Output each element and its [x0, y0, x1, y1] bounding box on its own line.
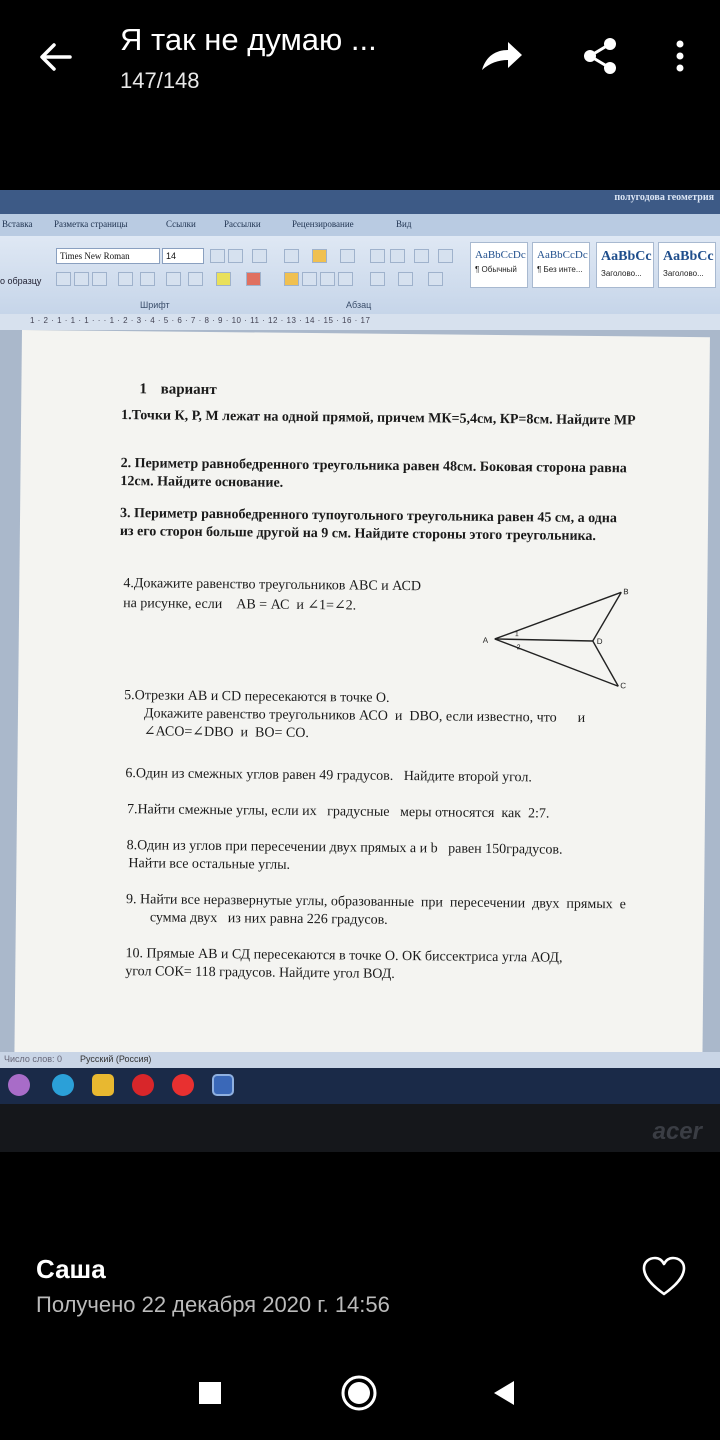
word-ruler — [0, 314, 720, 330]
photo-image[interactable] — [0, 190, 720, 1152]
word-count-status: Число слов: 0 — [4, 1054, 63, 1064]
recent-apps-button[interactable] — [185, 1368, 235, 1418]
task-5-line-3: ∠АСО=∠DВО и ВО= СО. — [143, 724, 309, 742]
highlight-icon — [216, 272, 231, 286]
share-icon — [578, 34, 622, 78]
format-painter-label: о образцу — [0, 276, 42, 286]
subscript-icon — [140, 272, 155, 286]
task-6: 6.Один из смежных углов равен 49 градусов. Найдите второй угол. — [125, 766, 532, 786]
conversation-title: Я так не думаю ... — [120, 22, 377, 57]
task-5-line-1: 5.Отрезки АВ и СD пересекаются в точке О. — [124, 688, 390, 706]
more-vert-icon — [670, 36, 690, 76]
segment-cd — [592, 641, 618, 686]
system-back-button[interactable] — [480, 1368, 530, 1418]
sort-icon — [414, 249, 429, 263]
heart-icon — [640, 1254, 688, 1300]
ribbon-button — [210, 249, 225, 263]
align-center-icon — [302, 272, 317, 286]
align-left-icon — [284, 272, 299, 286]
triangle-figure — [480, 583, 641, 693]
task-4-line-2: на рисунке, если АВ = АС и ∠1=∠2. — [123, 596, 357, 614]
label-b: B — [623, 587, 629, 597]
numbering-icon — [312, 249, 327, 263]
share-button[interactable] — [576, 32, 624, 80]
language-status: Русский (Россия) — [80, 1054, 152, 1064]
group-label-font: Шрифт — [140, 300, 170, 310]
task-2: 2. Периметр равнобедренного треугольника равен 48см. Боковая сторона равна 12см. Найдите основание. — [120, 456, 627, 491]
received-date: Получено 22 декабря 2020 г. 14:56 — [36, 1292, 390, 1317]
pilcrow-icon — [438, 249, 453, 263]
variant-word: вариант — [160, 381, 217, 399]
more-options-button[interactable] — [656, 32, 704, 80]
ribbon-tab: Рецензирование — [292, 219, 354, 229]
task-10-line-1: 10. Прямые АВ и СД пересекаются в точке О. ОК биссектриса угла АОД, — [125, 946, 563, 966]
variant-number: 1 — [139, 381, 147, 398]
like-button[interactable] — [640, 1254, 688, 1300]
underline-icon — [92, 272, 107, 286]
taskbar-app-icon — [8, 1074, 30, 1096]
back-button[interactable] — [30, 34, 82, 80]
task-7: 7.Найти смежные углы, если их градусные меры относятся как 2:7. — [126, 802, 550, 822]
windows-taskbar — [0, 1068, 720, 1104]
line-spacing-icon — [370, 272, 385, 286]
font-name-box: Times New Roman — [56, 248, 160, 264]
font-size-box: 14 — [162, 248, 204, 264]
opera-icon — [132, 1074, 154, 1096]
square-icon — [197, 1380, 223, 1406]
task-1: 1.Точки К, Р, М лежат на одной прямой, причем МК=5,4см, КР=8см. Найдите МР — [121, 408, 636, 429]
circle-icon — [339, 1373, 379, 1413]
label-d: D — [596, 637, 603, 647]
ruler-scale: 1 · 2 · 1 · 1 · 1 · · · 1 · 2 · 3 · 4 · 5 · 6 · 7 · 8 · 9 · 10 · 11 · 12 · 13 · 14 · 15 · 16 · 17 — [30, 316, 371, 325]
triangle-icon — [490, 1378, 520, 1408]
segment-bd — [593, 592, 622, 641]
ribbon-button — [252, 249, 267, 263]
group-label-paragraph: Абзац — [346, 300, 372, 310]
strike-icon — [118, 272, 133, 286]
task-4-line-1: 4.Докажите равенство треугольников АВС и АСD — [123, 576, 422, 595]
style-heading-1: AaBbCc Заголово... — [596, 242, 654, 288]
align-right-icon — [320, 272, 335, 286]
word-ribbon — [0, 236, 720, 314]
sender-name: Саша — [36, 1254, 106, 1284]
bold-icon — [56, 272, 71, 286]
document-page — [14, 330, 710, 1059]
forward-button[interactable] — [478, 32, 526, 80]
ribbon-tab: Вид — [396, 219, 412, 229]
task-8-line-1: 8.Один из углов при пересечении двух прямых а и b равен 150градусов. — [126, 838, 563, 858]
word-taskbar-icon — [212, 1074, 234, 1096]
variant-heading — [139, 381, 217, 399]
justify-icon — [338, 272, 353, 286]
forward-icon — [478, 36, 526, 76]
font-color-icon — [246, 272, 261, 286]
label-2: 2 — [516, 644, 521, 652]
word-status-bar — [0, 1052, 720, 1068]
indent-icon — [370, 249, 385, 263]
style-heading-2: AaBbCc Заголово... — [658, 242, 716, 288]
bullets-icon — [284, 249, 299, 263]
task-3: 3. Периметр равнобедренного тупоугольного треугольника равен 45 см, а одна из его сторон больше другой на 9 см. Найдите стороны этого треугольника. — [119, 506, 617, 545]
multilevel-icon — [340, 249, 355, 263]
style-no-spacing: AaBbCcDc ¶ Без инте... — [532, 242, 590, 288]
label-c: C — [620, 681, 627, 691]
change-case-icon — [188, 272, 203, 286]
segment-ab — [495, 591, 621, 640]
folder-icon — [92, 1074, 114, 1096]
ribbon-tab: Ссылки — [166, 219, 196, 229]
ribbon-tab: Разметка страницы — [54, 219, 128, 229]
ribbon-tab: Вставка — [2, 219, 33, 229]
back-arrow-icon — [36, 37, 76, 77]
image-counter: 147/148 — [120, 68, 200, 93]
borders-icon — [428, 272, 443, 286]
task-8-line-2: Найти все остальные углы. — [128, 856, 291, 873]
window-title: полугодова геометрия — [614, 192, 714, 203]
task-5-line-2: Докажите равенство треугольников АСО и DВО, если известно, что и — [143, 706, 586, 726]
superscript-icon — [166, 272, 181, 286]
segment-ad — [495, 639, 593, 641]
edge-icon — [52, 1074, 74, 1096]
task-10-line-2: угол СОК= 118 градусов. Найдите угол ВОД. — [125, 964, 395, 982]
yandex-icon — [172, 1074, 194, 1096]
shading-icon — [398, 272, 413, 286]
task-9-line-1: 9. Найти все неразвернутые углы, образованные при пересечении двух прямых е — [125, 892, 626, 913]
laptop-brand: acer — [652, 1118, 702, 1145]
ribbon-tab: Рассылки — [224, 219, 261, 229]
indent-icon — [390, 249, 405, 263]
ribbon-button — [228, 249, 243, 263]
word-ribbon-tabs — [0, 214, 720, 236]
task-9-line-2: сумма двух из них равна 226 градусов. — [149, 910, 388, 928]
word-title-bar — [0, 190, 720, 214]
style-normal: AaBbCcDc ¶ Обычный — [470, 242, 528, 288]
label-1: 1 — [514, 631, 519, 639]
home-button[interactable] — [334, 1368, 384, 1418]
italic-icon — [74, 272, 89, 286]
label-a: A — [482, 635, 489, 645]
laptop-bezel — [0, 1104, 720, 1152]
